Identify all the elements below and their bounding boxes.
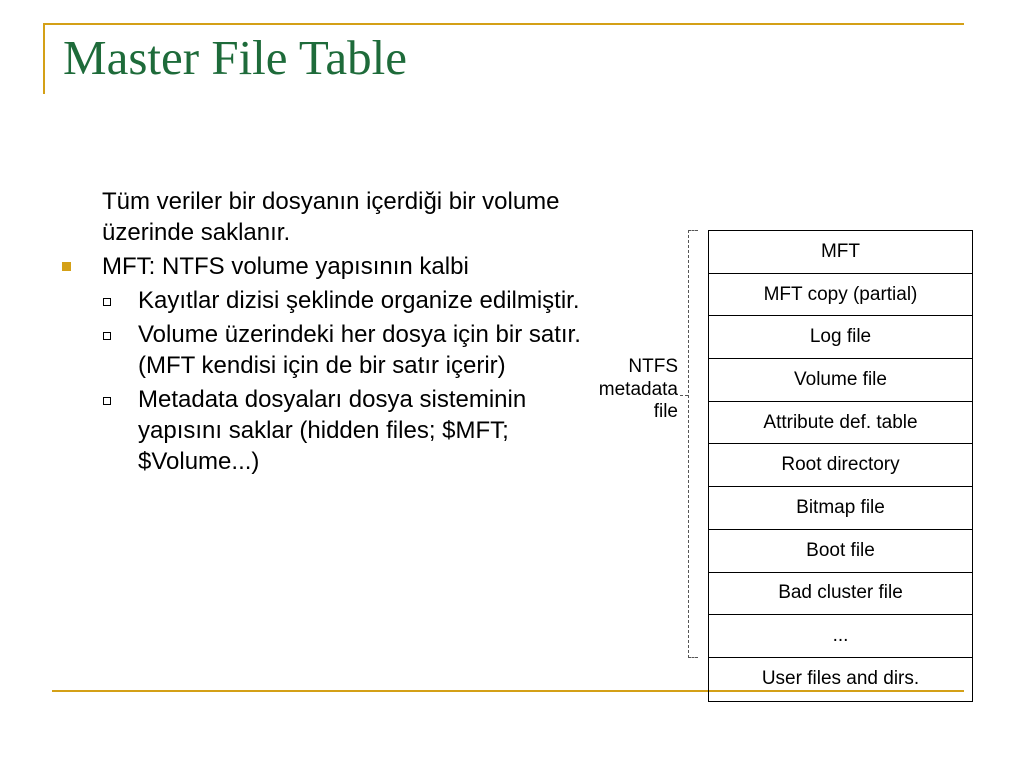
bullet-item: [62, 251, 607, 282]
slide-content: [62, 186, 607, 480]
subbullet-text: Volume üzerindeki her dosya için bir satır. (MFT kendisi için de bir satır içerir): [138, 321, 581, 379]
hollow-square-bullet-icon: [103, 298, 111, 306]
hollow-square-bullet-icon: [103, 332, 111, 340]
mft-table: [708, 230, 973, 702]
mft-row: MFT: [709, 231, 972, 274]
hollow-square-bullet-icon: [103, 397, 111, 405]
left-rule: [43, 23, 45, 94]
bullet-text: MFT: NTFS volume yapısının kalbi: [102, 253, 469, 280]
mft-row: Bitmap file: [709, 487, 972, 530]
subbullet-text: Kayıtlar dizisi şeklinde organize edilmiştir.: [138, 287, 580, 314]
mft-row: Log file: [709, 316, 972, 359]
subbullet-item: [62, 319, 607, 381]
top-rule: [43, 23, 964, 25]
mft-row: ...: [709, 615, 972, 658]
subbullet-item: [62, 384, 607, 477]
metadata-bracket: [688, 230, 698, 658]
label-line: NTFS: [628, 356, 678, 377]
intro-text: Tüm veriler bir dosyanın içerdiği bir volume üzerinde saklanır.: [102, 188, 560, 246]
label-line: file: [653, 401, 678, 422]
bracket-tick: [680, 395, 688, 396]
square-bullet-icon: [62, 262, 71, 271]
mft-row: Bad cluster file: [709, 573, 972, 616]
mft-row: MFT copy (partial): [709, 274, 972, 317]
mft-row: Volume file: [709, 359, 972, 402]
subbullet-text: Metadata dosyaları dosya sisteminin yapısını saklar (hidden files; $MFT; $Volume...): [138, 386, 527, 475]
mft-row: Attribute def. table: [709, 402, 972, 445]
mft-row: Root directory: [709, 444, 972, 487]
subbullet-item: [62, 285, 607, 316]
mft-row: Boot file: [709, 530, 972, 573]
slide-title: Master File Table: [63, 30, 408, 85]
mft-row: User files and dirs.: [761, 668, 920, 690]
ntfs-metadata-label: [599, 356, 678, 424]
label-line: metadata: [598, 378, 678, 400]
